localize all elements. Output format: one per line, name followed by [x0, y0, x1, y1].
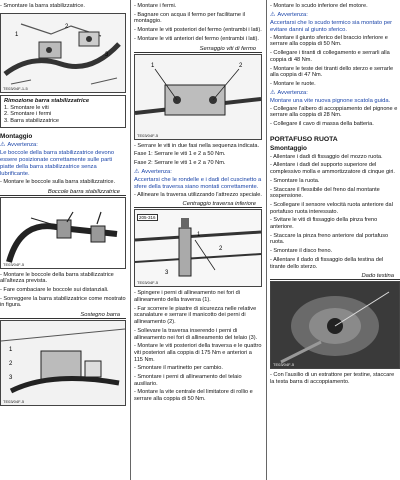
- step-text: - Montare le teste dei tiranti dello sterzo e serrarle alla coppia di 47 Nm.: [270, 65, 394, 79]
- column-3: [270, 0, 400, 388]
- figure-caption: Sostegno barra: [0, 312, 126, 319]
- section-heading: PORTAFUSO RUOTA: [270, 135, 338, 143]
- step-text: - Smontare il martinetto per cambio.: [134, 365, 223, 372]
- svg-text:1: 1: [9, 347, 13, 354]
- step-text: - Allentare il dado di fissaggio della testina del tirante dello sterzo.: [270, 256, 384, 270]
- svg-text:2: 2: [9, 361, 13, 368]
- step-text: - Montare la vite centrale del limitatore di rollio e serrare alla coppia di 50 Nm.: [134, 389, 253, 403]
- figure-code: TE03/04F-1-5: [3, 85, 28, 91]
- step-text: - Montare le boccole sulla barra stabilizzatrice.: [0, 178, 116, 185]
- step-text: - Far scorrere le piastre di sicurezza nelle relative scanalature e serrare il manicotto dei perni di allineamento (2).: [134, 305, 257, 326]
- figure-crossmember-alignment: [134, 209, 262, 287]
- step-text: - Smontare la barra stabilizzatrice.: [0, 3, 85, 9]
- step-text: - Collegare l'albero di accoppiamento del pignone e serrare alla coppia di 28 Nm.: [270, 105, 398, 119]
- step-text: - Svitare le viti di fissaggio della pinza freno anteriore.: [270, 217, 378, 231]
- legend-title: Rimozione barra stabilizzatrice: [4, 97, 90, 104]
- section-heading: Montaggio: [0, 132, 33, 140]
- step-text: - Staccare il flessibile del freno dal montante sospensione.: [270, 186, 380, 200]
- step-text: - Spingere i perni di allineamento nei fori di allineamento della traversa (1).: [134, 290, 241, 304]
- step-text: - Scollegare il sensore velocità ruota anteriore dal portafuso ruota interessato.: [270, 201, 393, 215]
- step-text: - Sorreggere la barra stabilizzatrice come mostrato in figura.: [0, 295, 126, 309]
- step-text: - Allentare i dadi del supporto superiore del complessivo molla e ammortizzatore di cinque giri.: [270, 162, 395, 176]
- svg-text:3: 3: [105, 51, 109, 58]
- subsection-heading: Smontaggio: [270, 144, 307, 152]
- warning-text: Montare una vite nuova pignone scatola guida.: [270, 97, 391, 104]
- svg-text:1: 1: [151, 62, 155, 69]
- warning-title: ⚠ Avvertenza:: [270, 11, 308, 18]
- figure-code: TE03/04F-5: [273, 362, 295, 368]
- step-text: - Montare le viti posteriori del fermo (entrambi i lati).: [134, 27, 262, 34]
- figure-code: TE03/04F-5: [137, 280, 159, 286]
- column-divider: [130, 0, 131, 480]
- step-text: - Montare le viti anteriori del fermo (entrambi i lati).: [134, 35, 259, 42]
- figure-code: TE03/04F-5: [3, 399, 25, 405]
- step-text: - Montare lo scudo inferiore del motore.: [270, 3, 368, 9]
- step-text: - Fare combaciare le boccole sui distanziali.: [0, 286, 109, 293]
- warning-icon: ⚠: [270, 11, 276, 18]
- figure-caption: Dado testina: [270, 273, 400, 280]
- warning-icon: ⚠: [270, 89, 276, 96]
- step-text: - Collegare i tiranti di collegamento e serrarli alla coppia di 48 Nm.: [270, 50, 390, 63]
- figure-code: TE03/04F-5: [137, 132, 159, 138]
- figure-legend: [0, 95, 126, 128]
- svg-text:3: 3: [165, 270, 169, 277]
- tool-code: 205-316: [139, 215, 156, 221]
- figure-stabilizer-removal: [0, 13, 126, 93]
- warning-icon: ⚠: [0, 141, 6, 148]
- warning-title: ⚠ Avvertenza:: [134, 168, 172, 175]
- step-text: - Allineare la traversa utilizzando l'attrezzo speciale.: [134, 191, 262, 198]
- step-text: - Montare i fermi.: [134, 3, 177, 9]
- figure-tie-rod-nut: [270, 281, 400, 369]
- svg-text:2: 2: [219, 246, 223, 253]
- column-1: [0, 0, 126, 406]
- svg-text:1: 1: [15, 31, 19, 38]
- step-text: - Smontare il disco freno.: [270, 248, 333, 255]
- step-text: - Montare le boccole della barra stabilizzatrice all'altezza prevista.: [0, 271, 114, 285]
- step-text: - Sollevare la traversa inserendo i perni di allineamento nei fori di allineamento del telaio (3).: [134, 327, 258, 341]
- svg-text:2: 2: [239, 62, 243, 69]
- warning-icon: ⚠: [134, 168, 140, 175]
- figure-bracket-bolts: [134, 54, 262, 140]
- step-text: - Bagnare con acqua il fermo per facilitarne il montaggio.: [134, 11, 245, 25]
- step-text: - Montare il giunto sferico del braccio inferiore e serrare alla coppia di 50 Nm.: [270, 34, 388, 48]
- column-divider: [266, 0, 267, 480]
- figure-caption: Boccole barra stabilizzatrice: [0, 189, 126, 196]
- warning-text: Le boccole della barra stabilizzatrice devono essere posizionate correttamente sulle parti piatte della barra stabilizzatrice senza lubrificante.: [0, 149, 115, 177]
- legend-item: 2. Smontare i fermi: [4, 111, 52, 118]
- step-text: - Staccare la pinza freno anteriore dal portafuso ruota.: [270, 232, 389, 246]
- step-text: - Montare le ruote.: [270, 80, 316, 87]
- svg-text:3: 3: [9, 375, 13, 382]
- legend-item: 1. Smontare le viti: [4, 104, 49, 111]
- warning-title: ⚠ Avvertenza:: [0, 141, 38, 148]
- svg-text:2: 2: [65, 23, 69, 30]
- step-text: - Montare le viti posteriori della traversa e le quattro viti posteriori alla coppia di 175 Nm e anteriori a 115 Nm.: [134, 343, 262, 363]
- step-text: - Smontare i perni di allineamento del telaio ausiliario.: [134, 374, 242, 387]
- legend-item: 3. Barra stabilizzatrice: [4, 118, 60, 125]
- torque-phase: Fase 1: Serrare le viti 1 e 2 a 50 Nm.: [134, 151, 226, 158]
- warning-title: ⚠ Avvertenza:: [270, 89, 308, 96]
- step-text: - Collegare il cavo di massa della batteria.: [270, 121, 374, 128]
- step-text: - Smontare la ruota.: [270, 177, 320, 184]
- figure-bar-support: [0, 320, 126, 406]
- warning-text: Accertarsi che le rondelle e i dadi del cuscinetto a sfere della traversa siano montati correttamente.: [134, 176, 262, 190]
- torque-phase: Fase 2: Serrare le viti 1 e 2 a 70 Nm.: [134, 159, 226, 166]
- figure-caption: Centraggio traversa inferiore: [134, 201, 262, 208]
- figure-caption: Serraggio viti di fermo: [134, 46, 262, 53]
- warning-text: Accertarsi che lo scudo termico sia montato per evitare danni al giunto sferico.: [270, 19, 393, 33]
- svg-text:1: 1: [197, 232, 201, 239]
- step-text: - Allentare i dadi di fissaggio del mozzo ruota.: [270, 153, 383, 160]
- step-text: - Con l'ausilio di un estrattore per testine, staccare la testa barra di accoppiamento.: [270, 372, 395, 385]
- figure-bushings: [0, 197, 126, 269]
- figure-code: TE03/04F-5: [3, 261, 25, 267]
- column-2: [134, 0, 262, 405]
- step-text: - Serrare le viti in due fasi nella sequenza indicata.: [134, 142, 259, 149]
